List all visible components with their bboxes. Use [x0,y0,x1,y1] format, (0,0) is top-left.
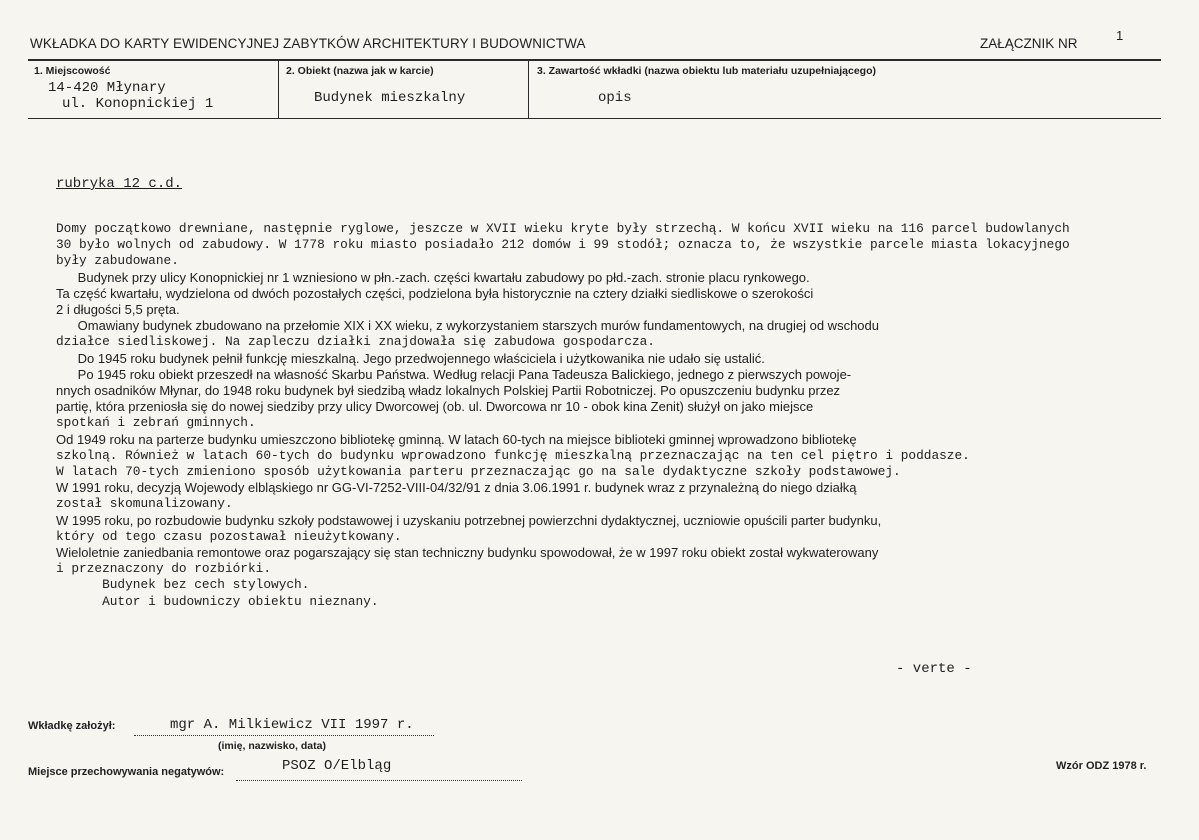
storage-dotted-line [236,779,522,781]
body-line: Ta część kwartału, wydzielona od dwóch pozostałych części, podzielona była historycznie na cztery działki siedliskowe o szerokości [56,285,814,301]
form-title: WKŁADKA DO KARTY EWIDENCYJNEJ ZABYTKÓW ARCHITEKTURY I BUDOWNICTWA [30,36,586,51]
body-line: partię, która przeniosła się do nowej siedziby przy ulicy Dworcowej (ob. ul. Dworcowa nr 10 - obok kina Zenit) służył on jako miejsce [56,399,814,415]
content-value: opis [598,90,632,106]
field-divider-1 [278,60,279,118]
annex-label: ZAŁĄCZNIK NR [980,36,1078,51]
author-hint: (imię, nazwisko, data) [218,740,326,752]
author-label: Wkładkę założył: [28,720,116,732]
body-line: Do 1945 roku budynek pełnił funkcję mieszkalną. Jego przedwojennego właściciela i użytkowanika nie udało się ustalić. [56,350,765,366]
object-value: Budynek mieszkalny [314,90,466,106]
body-line: Od 1949 roku na parterze budynku umieszczono bibliotekę gminną. W latach 60-tych na miejsce biblioteki gminnej wprowadzono bibliotekę [56,431,857,447]
body-line: W 1991 roku, decyzją Wojewody elbląskiego nr GG-VI-7252-VIII-04/32/91 z dnia 3.06.1991 r. budynek wraz z przynależną do niego działką [56,480,857,496]
body-line: który od tego czasu pozostawał nieużytkowany. [56,528,402,544]
template-label: Wzór ODZ 1978 r. [1056,760,1147,772]
header-rule [28,59,1161,61]
body-line: W latach 70-tych zmieniono sposób użytkowania parteru przeznaczając go na sale dydaktyczne szkoły podstawowej. [56,464,901,480]
field-divider-2 [528,60,529,118]
body-line: były zabudowane. [56,253,179,269]
body-line: 30 było wolnych od zabudowy. W 1778 roku miasto posiadało 212 domów i 99 stodół; oznacza to, że wszystkie parcele miasta lokacyjnego [56,237,1070,253]
rubric-heading: rubryka 12 c.d. [56,176,183,192]
locality-line1: 14-420 Młynary [48,80,166,96]
verte-marker: - verte - [896,661,972,677]
body-line: spotkań i zebrań gminnych. [56,415,256,431]
body-line: działce siedliskowej. Na zapleczu działki znajdowała się zabudowa gospodarcza. [56,334,655,350]
body-line: 2 i długości 5,5 pręta. [56,302,180,318]
body-line: szkolną. Również w latach 60-tych do budynku wprowadzono funkcję mieszkalną przeznaczając na ten cel piętro i poddasze. [56,447,970,463]
body-line: Budynek bez cech stylowych. [56,577,310,593]
locality-label: 1. Miejscowość [34,65,111,77]
body-line: Po 1945 roku obiekt przeszedł na własność Skarbu Państwa. Według relacji Pana Tadeusza Balickiego, jednego z pierwszych powoje- [56,366,852,382]
storage-value: PSOZ O/Elbląg [282,758,392,774]
body-line: i przeznaczony do rozbiórki. [56,561,272,577]
body-line: Wieloletnie zaniedbania remontowe oraz pogarszający się stan techniczny budynku spowodował, że w 1997 roku obiekt został wykwaterowany [56,545,879,561]
storage-label: Miejsce przechowywania negatywów: [28,766,225,778]
body-line: Budynek przy ulicy Konopnickiej nr 1 wzniesiono w płn.-zach. części kwartału zabudowy po płd.-zach. stronie placu rynkowego. [56,269,810,285]
annex-number: 1 [1116,28,1124,43]
fields-bottom-rule [28,118,1161,119]
author-value: mgr A. Milkiewicz VII 1997 r. [170,717,414,733]
author-dotted-line [134,734,434,736]
locality-line2: ul. Konopnickiej 1 [62,96,214,112]
body-line: Autor i budowniczy obiektu nieznany. [56,593,379,609]
object-label: 2. Obiekt (nazwa jak w karcie) [286,65,434,77]
body-line: Omawiany budynek zbudowano na przełomie XIX i XX wieku, z wykorzystaniem starszych murów fundamentowych, na drugiej od wschodu [56,318,879,334]
body-line: W 1995 roku, po rozbudowie budynku szkoły podstawowej i uzyskaniu potrzebnej powierzchni dydaktycznej, uczniowie opuścili parter budynku, [56,512,882,528]
body-line: został skomunalizowany. [56,496,233,512]
body-text [56,221,1191,610]
body-line: nnych osadników Młynar, do 1948 roku budynek był siedzibą władz lokalnych Polskiej Partii Robotniczej. Po opuszczeniu budynku przez [56,383,841,399]
body-line: Domy początkowo drewniane, następnie ryglowe, jeszcze w XVII wieku kryte były strzechą. W końcu XVII wieku na 116 parcel budowlanych [56,221,1070,236]
content-label: 3. Zawartość wkładki (nazwa obiektu lub materiału uzupełniającego) [537,65,876,77]
